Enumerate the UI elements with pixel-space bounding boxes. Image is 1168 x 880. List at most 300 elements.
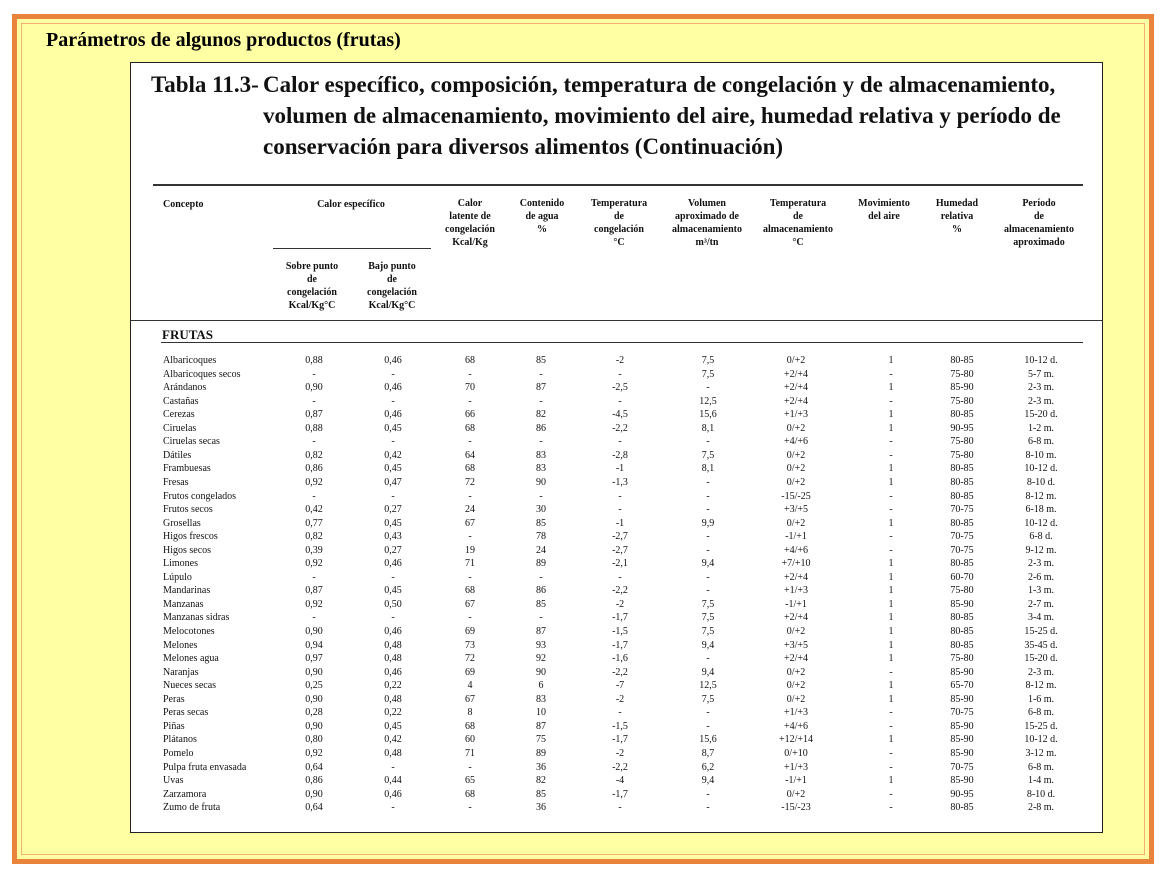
table-cell: 75-80 [950,653,974,665]
table-cell: -15/-25 [781,490,811,502]
table-cell: 30 [536,504,546,516]
table-cell: - [391,490,395,502]
table-cell: 0,45 [384,517,402,529]
table-cell: 64 [465,449,475,461]
table-cell: -4,5 [612,409,628,421]
table-cell: - [889,788,893,800]
table-cell: 0/+2 [786,355,806,366]
table-row [131,775,1103,789]
table-cell: +2/+4 [783,653,809,665]
row-label: Peras [163,693,185,705]
table-number: Tabla 11.3- [151,72,259,97]
table-cell: 0,90 [305,626,323,637]
table-cell: 66 [465,409,475,421]
table-cell: 83 [536,463,546,475]
table-cell: - [889,720,893,732]
table-cell: 1 [888,598,894,610]
table-cell: 0,46 [384,666,402,678]
table-cell: 0,45 [384,720,402,732]
table-cell: +1/+3 [783,707,809,719]
table-cell: -1,7 [612,612,628,624]
table-cell: 0,94 [305,639,323,651]
table-row [131,585,1103,599]
table-cell: +3/+5 [783,504,809,516]
table-cell: 86 [536,585,546,597]
table-cell: 0,86 [305,775,323,787]
table-row [131,721,1103,735]
table-cell: -4 [615,775,625,787]
table-cell: -1 [615,517,625,529]
table-cell: 0,39 [305,544,323,556]
table-cell: 0,22 [384,680,402,692]
header-sobre-punto: Sobre punto de congelación Kcal/Kg°C [285,261,339,311]
table-cell: 0,22 [384,707,402,719]
table-cell: 80-85 [950,409,974,421]
table-cell: - [706,382,710,394]
table-cell: - [468,531,472,543]
table-cell: 75 [536,734,546,746]
row-label: Nueces secas [163,680,217,692]
row-label: Castañas [163,395,199,407]
table-cell: 8-10 d. [1026,788,1056,800]
table-cell: 24 [465,504,475,516]
table-cell: 70-75 [950,707,974,719]
table-cell: - [889,531,893,543]
table-cell: 7,5 [701,368,715,380]
header-calor-latente: Calor latente de congelación Kcal/Kg [445,198,495,248]
table-cell: 87 [536,720,546,732]
table-cell: -1,6 [612,653,628,665]
table-cell: 0,82 [305,449,323,461]
table-cell: 2-8 m. [1027,802,1055,814]
table-cell: - [889,449,893,461]
table-cell: - [889,747,893,759]
row-label: Zarzamora [163,788,207,800]
row-label: Fresas [163,476,189,488]
section-frutas: FRUTAS [162,327,214,342]
table-cell: 10-12 d. [1024,734,1058,746]
table-cell: 10-12 d. [1024,355,1058,366]
table-row [131,626,1103,640]
table-row [131,450,1103,464]
table-cell: 7,5 [701,626,715,637]
table-cell: 7,5 [701,612,715,624]
table-cell: 70-75 [950,531,974,543]
table-cell: 1 [888,734,894,746]
row-label: Frutos secos [163,504,213,516]
table-cell: - [618,490,622,502]
table-cell: 1 [888,355,894,366]
table-cell: 68 [465,788,475,800]
table-cell: 0,92 [305,476,323,488]
header-bottom-rule [131,320,1103,321]
table-cell: 15-25 d. [1024,720,1058,732]
table-cell: 0,90 [305,666,323,678]
table-cell: 1-3 m. [1027,585,1055,597]
table-cell: 10 [536,707,546,719]
table-cell: 0,87 [305,409,323,421]
table-cell: 8,1 [701,463,715,475]
table-cell: 6-8 m. [1027,436,1055,448]
table-cell: 0,45 [384,463,402,475]
row-label: Plátanos [163,734,197,746]
table-cell: 85-90 [950,666,974,678]
table-cell: 67 [465,517,475,529]
table-cell: 68 [465,355,475,366]
header-temp-congelacion: Temperatura de congelación °C [590,198,648,248]
table-cell: 82 [536,775,546,787]
table-cell: +2/+4 [783,612,809,624]
table-cell: -2,2 [612,761,628,773]
table-cell: - [312,612,316,624]
table-row [131,504,1103,518]
table-row [131,734,1103,748]
table-cell: -1/+1 [785,531,807,543]
table-cell: 68 [465,720,475,732]
table-cell: 0,90 [305,693,323,705]
table-title-line-3: conservación para diversos alimentos (Continuación) [263,134,784,159]
table-row [131,531,1103,545]
table-cell: 2-3 m. [1027,382,1055,394]
table-cell: - [889,395,893,407]
table-cell: 12,5 [699,395,717,407]
header-temp-almacenamiento: Temperatura de almacenamiento °C [763,198,833,248]
row-label: Grosellas [163,517,201,529]
table-cell: 70 [465,382,475,394]
table-cell: 0,77 [305,517,323,529]
table-cell: 1-4 m. [1027,775,1055,787]
table-cell: -2,8 [612,449,628,461]
table-cell: +4/+6 [783,544,809,556]
row-label: Melones [163,639,198,651]
table-cell: 68 [465,422,475,434]
table-cell: 0/+2 [786,666,806,678]
table-cell: 0,43 [384,531,402,543]
header-contenido-agua: Contenido de agua % [519,198,565,235]
table-cell: 36 [536,802,546,814]
table-cell: 72 [465,476,475,488]
header-top-rule [153,184,1083,186]
table-row [131,409,1103,423]
row-label: Mandarinas [163,585,211,597]
table-cell: 0,50 [384,598,402,610]
table-cell: - [539,436,543,448]
table-cell: 0,86 [305,463,323,475]
row-label: Frambuesas [163,463,211,475]
table-cell: 7,5 [701,693,715,705]
table-cell: - [706,531,710,543]
table-cell: - [706,544,710,556]
table-cell: 0/+10 [784,747,808,759]
table-cell: 80-85 [950,558,974,570]
row-label: Albaricoques secos [163,368,241,380]
table-cell: 0,27 [384,544,402,556]
table-cell: 93 [536,639,546,651]
table-cell: 0/+2 [786,626,806,637]
table-cell: - [618,802,622,814]
table-cell: 3-4 m. [1027,612,1055,624]
table-cell: 0,97 [305,653,323,665]
table-title-line-2: volumen de almacenamiento, movimiento del aire, humedad relativa y período de [263,103,1061,128]
table-row [131,612,1103,626]
table-cell: 9,4 [701,775,715,787]
table-cell: 80-85 [950,612,974,624]
table-cell: 90-95 [950,788,974,800]
table-row [131,545,1103,559]
table-cell: -15/-23 [781,802,811,814]
table-cell: 0,48 [384,639,402,651]
row-label: Melones agua [163,653,219,665]
table-cell: - [706,504,710,516]
table-cell: 0,48 [384,653,402,665]
row-label: Ciruelas [163,422,197,434]
table-cell: - [391,761,395,773]
table-cell: -1,5 [612,626,628,637]
table-cell: 0,90 [305,788,323,800]
table-cell: -2,7 [612,531,628,543]
table-cell: 0,46 [384,409,402,421]
table-cell: 2-6 m. [1027,571,1055,583]
table-cell: 87 [536,626,546,637]
table-cell: 0,46 [384,788,402,800]
table-cell: - [618,504,622,516]
table-cell: 85-90 [950,720,974,732]
table-cell: +1/+3 [783,409,809,421]
table-cell: - [468,490,472,502]
table-cell: 12,5 [699,680,717,692]
table-cell: 3-12 m. [1025,747,1057,759]
table-cell: - [539,395,543,407]
table-cell: 0/+2 [786,693,806,705]
table-cell: 1 [888,612,894,624]
row-label: Albaricoques [163,355,217,366]
row-label: Pomelo [163,747,194,759]
row-label: Melocotones [163,626,215,637]
table-cell: 73 [465,639,475,651]
table-cell: 87 [536,382,546,394]
header-bajo-punto: Bajo punto de congelación Kcal/Kg°C [367,261,417,311]
row-label: Ciruelas secas [163,436,220,448]
table-cell: - [706,490,710,502]
table-cell: 7,5 [701,598,715,610]
table-cell: 8 [467,707,473,719]
table-cell: - [539,571,543,583]
table-cell: 83 [536,449,546,461]
table-cell: - [312,395,316,407]
table-cell: - [312,490,316,502]
table-cell: - [468,395,472,407]
table-cell: 2-3 m. [1027,558,1055,570]
table-cell: 1-2 m. [1027,422,1055,434]
table-cell: 1 [888,409,894,421]
table-cell: -2,7 [612,544,628,556]
table-cell: 85-90 [950,693,974,705]
table-cell: -1/+1 [785,775,807,787]
table-cell: -2,2 [612,585,628,597]
table-cell: -2,2 [612,422,628,434]
table-row [131,436,1103,450]
table-cell: 1 [888,476,894,488]
table-cell: 78 [536,531,546,543]
table-cell: 1 [888,517,894,529]
row-label: Lúpulo [163,571,192,583]
table-cell: 15-20 d. [1024,653,1058,665]
table-cell: 75-80 [950,436,974,448]
table-cell: 67 [465,693,475,705]
table-row [131,640,1103,654]
table-cell: 1 [888,639,894,651]
table-cell: 6 [538,680,544,692]
table-row [131,653,1103,667]
table-cell: 80-85 [950,355,974,366]
section-rule [161,342,1083,343]
table-cell: 0,44 [384,775,402,787]
table-cell: 5-7 m. [1027,368,1055,380]
table-cell: -2,5 [612,382,628,394]
table-row [131,667,1103,681]
table-cell: +1/+3 [783,761,809,773]
table-cell: 1 [888,775,894,787]
table-cell: 15,6 [699,409,717,421]
table-cell: +4/+6 [783,436,809,448]
table-cell: 85-90 [950,747,974,759]
header-periodo: Período de almacenamiento aproximado [1004,198,1074,248]
table-cell: - [391,368,395,380]
table-cell: 0,48 [384,693,402,705]
table-cell: 68 [465,585,475,597]
table-cell: - [889,504,893,516]
table-cell: 71 [465,747,475,759]
table-cell: 2-3 m. [1027,395,1055,407]
table-cell: 72 [465,653,475,665]
table-cell: 80-85 [950,802,974,814]
table-cell: - [618,436,622,448]
table-cell: 0,92 [305,558,323,570]
table-cell: -2 [615,747,625,759]
table-cell: 83 [536,693,546,705]
table-cell: 0,42 [384,734,402,746]
table-cell: 0,42 [305,504,323,516]
table-cell: - [889,761,893,773]
table-cell: 82 [536,409,546,421]
table-cell: +1/+3 [783,585,809,597]
table-row [131,680,1103,694]
row-label: Naranjas [163,666,199,678]
table-cell: 90-95 [950,422,974,434]
table-cell: 15-25 d. [1024,626,1058,637]
table-cell: - [539,490,543,502]
header-humedad: Humedad relativa % [935,198,979,235]
table-cell: 1 [888,680,894,692]
table-cell: 0,92 [305,747,323,759]
table-cell: 1 [888,693,894,705]
scanned-table [130,62,1103,833]
table-cell: 36 [536,761,546,773]
table-cell: 1 [888,558,894,570]
table-cell: 90 [536,476,546,488]
row-label: Manzanas [163,598,204,610]
table-cell: - [618,368,622,380]
row-label: Frutos congelados [163,490,237,502]
table-cell: - [391,802,395,814]
table-cell: 60 [465,734,475,746]
table-cell: 85 [536,517,546,529]
table-cell: - [312,436,316,448]
header-concepto: Concepto [163,199,204,210]
table-cell: 15-20 d. [1024,409,1058,421]
table-cell: 80-85 [950,626,974,637]
table-cell: 80-85 [950,490,974,502]
row-label: Dátiles [163,449,192,461]
table-cell: - [391,395,395,407]
table-cell: 0,88 [305,355,323,366]
table-cell: +2/+4 [783,382,809,394]
table-cell: 0,46 [384,626,402,637]
table-cell: 8,7 [701,747,715,759]
table-cell: - [706,571,710,583]
table-cell: 9,9 [701,517,715,529]
table-cell: - [706,585,710,597]
table-cell: +7/+10 [781,558,811,570]
table-cell: -1,3 [612,476,628,488]
table-cell: - [889,666,893,678]
table-row [131,748,1103,762]
table-cell: 90 [536,666,546,678]
table-cell: -2 [615,693,625,705]
table-row [131,477,1103,491]
row-label: Arándanos [163,382,207,394]
table-title [151,69,1061,162]
table-row [131,423,1103,437]
table-cell: 0,47 [384,476,402,488]
table-cell: 0,46 [384,382,402,394]
table-cell: 0,46 [384,558,402,570]
table-cell: - [391,612,395,624]
table-row [131,802,1103,816]
table-cell: 60-70 [950,571,974,583]
table-cell: +12/+14 [778,734,814,746]
table-cell: - [889,368,893,380]
table-cell: - [312,571,316,583]
table-cell: - [391,571,395,583]
table-cell: 1 [888,463,894,475]
table-cell: 70-75 [950,761,974,773]
table-cell: 10-12 d. [1024,517,1058,529]
table-cell: 85-90 [950,382,974,394]
table-cell: 0,42 [384,449,402,461]
table-row [131,762,1103,776]
header-movimiento-aire: Movimiento del aire [858,198,910,222]
row-label: Manzanas sidras [163,612,230,624]
table-cell: 0,90 [305,382,323,394]
table-cell: 0,45 [384,585,402,597]
table-cell: 80-85 [950,639,974,651]
table-cell: 0/+2 [786,422,806,434]
row-label: Piñas [163,720,185,732]
table-cell: 0,45 [384,422,402,434]
table-cell: 2-3 m. [1027,666,1055,678]
table-cell: 80-85 [950,476,974,488]
table-cell: 0/+2 [786,476,806,488]
table-cell: - [391,436,395,448]
row-label: Peras secas [163,707,209,719]
table-cell: 85 [536,598,546,610]
table-cell: 1 [888,626,894,637]
table-cell: - [706,788,710,800]
table-cell: 0,46 [384,355,402,366]
table-cell: 6-8 m. [1027,707,1055,719]
table-cell: 9-12 m. [1025,544,1057,556]
